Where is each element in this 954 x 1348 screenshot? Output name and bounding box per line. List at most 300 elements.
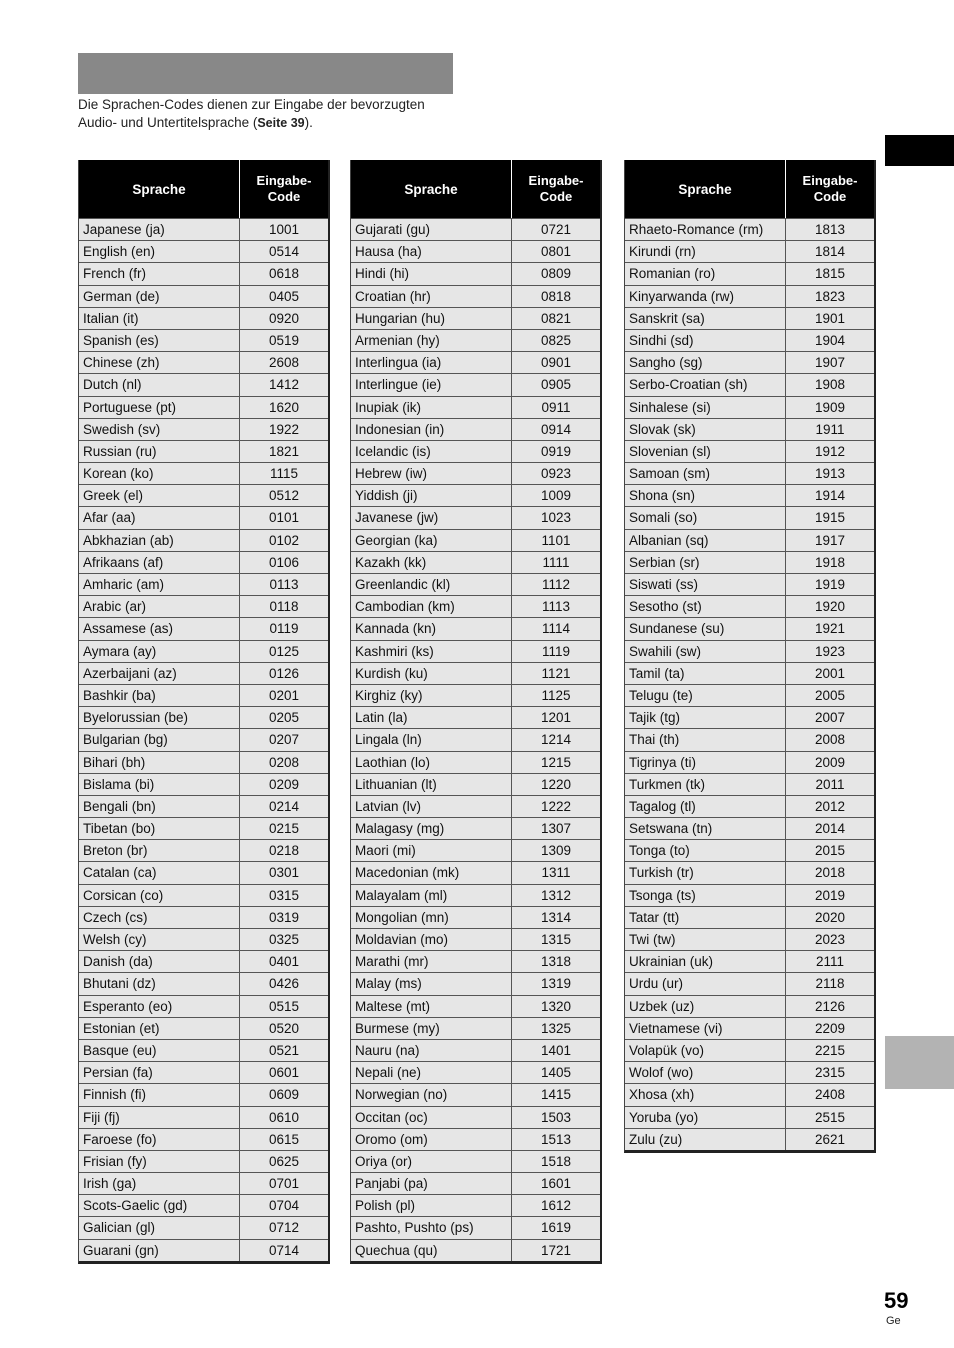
input-code: 1214 [512,729,600,750]
table-row [79,1039,328,1061]
input-code: 0126 [240,663,328,684]
table-row [351,440,600,462]
table-row [625,706,874,728]
input-code: 0601 [240,1062,328,1083]
section-title-bar [78,53,453,94]
language-name: Georgian (ka) [351,530,512,551]
table-row [79,218,328,240]
language-name: Persian (fa) [79,1062,240,1083]
header-code-line2: Code [539,189,573,204]
language-name: Kashmiri (ks) [351,641,512,662]
language-name: Assamese (as) [79,618,240,639]
language-name: Nauru (na) [351,1040,512,1061]
language-name: Amharic (am) [79,574,240,595]
input-code: 0919 [512,441,600,462]
input-code: 0215 [240,818,328,839]
table-row [351,418,600,440]
input-code: 1201 [512,707,600,728]
page-language-code: Ge [886,1315,901,1327]
input-code: 2001 [786,663,874,684]
table-row [625,995,874,1017]
input-code: 1311 [512,862,600,883]
input-code: 0113 [240,574,328,595]
language-name: Nepali (ne) [351,1062,512,1083]
language-name: Bislama (bi) [79,774,240,795]
input-code: 1401 [512,1040,600,1061]
table-row [351,795,600,817]
language-name: Bhutani (dz) [79,973,240,994]
language-name: Chinese (zh) [79,352,240,373]
input-code: 2515 [786,1107,874,1128]
table-row [351,751,600,773]
language-name: Aymara (ay) [79,641,240,662]
input-code: 1309 [512,840,600,861]
language-name: Danish (da) [79,951,240,972]
language-name: Uzbek (uz) [625,996,786,1017]
table-row [79,1061,328,1083]
table-row [79,1128,328,1150]
language-name: Tigrinya (ti) [625,752,786,773]
input-code: 1415 [512,1084,600,1105]
language-name: Wolof (wo) [625,1062,786,1083]
input-code: 1222 [512,796,600,817]
language-name: English (en) [79,241,240,262]
input-code: 2023 [786,929,874,950]
table-row [79,795,328,817]
language-name: Bengali (bn) [79,796,240,817]
language-code-table-1 [78,160,330,1264]
table-row [625,551,874,573]
input-code: 0325 [240,929,328,950]
input-code: 1325 [512,1018,600,1039]
language-name: Hindi (hi) [351,263,512,284]
language-name: Greek (el) [79,485,240,506]
input-code: 1923 [786,641,874,662]
table-row [351,595,600,617]
input-code: 0515 [240,996,328,1017]
page-reference-link[interactable]: Seite 39 [257,116,305,130]
input-code: 0401 [240,951,328,972]
table-row [625,617,874,639]
language-name: Scots-Gaelic (gd) [79,1195,240,1216]
input-code: 0119 [240,618,328,639]
table-row [79,262,328,284]
table-row [625,972,874,994]
input-code: 0512 [240,485,328,506]
intro-line1: Die Sprachen-Codes dienen zur Eingabe der bevorzugten [78,97,425,112]
language-name: Tibetan (bo) [79,818,240,839]
table-row [79,285,328,307]
input-code: 0118 [240,596,328,617]
language-name: Quechua (qu) [351,1240,512,1261]
input-code: 1220 [512,774,600,795]
header-code [240,160,328,218]
language-name: Catalan (ca) [79,862,240,883]
language-name: Setswana (tn) [625,818,786,839]
input-code: 1121 [512,663,600,684]
language-name: French (fr) [79,263,240,284]
header-language: Sprache [625,160,786,218]
table-row [79,817,328,839]
table-row [79,1150,328,1172]
input-code: 1813 [786,219,874,240]
input-code: 1215 [512,752,600,773]
language-name: Latvian (lv) [351,796,512,817]
table-row [79,995,328,1017]
language-name: Hungarian (hu) [351,308,512,329]
language-name: Cambodian (km) [351,596,512,617]
input-code: 0315 [240,885,328,906]
table-row [625,751,874,773]
language-name: Spanish (es) [79,330,240,351]
table-row [79,1194,328,1216]
table-row [79,906,328,928]
table-row [79,640,328,662]
language-name: Serbian (sr) [625,552,786,573]
input-code: 1513 [512,1129,600,1150]
language-name: Romanian (ro) [625,263,786,284]
input-code: 0214 [240,796,328,817]
input-code: 0102 [240,530,328,551]
language-name: Sangho (sg) [625,352,786,373]
language-name: Lingala (ln) [351,729,512,750]
table-row [351,240,600,262]
table-row [351,950,600,972]
input-code: 1112 [512,574,600,595]
header-code [786,160,874,218]
chapter-tab-black [885,135,954,166]
language-name: Somali (so) [625,507,786,528]
language-name: Hebrew (iw) [351,463,512,484]
table-row [351,906,600,928]
input-code: 2005 [786,685,874,706]
table-row [79,396,328,418]
input-code: 0125 [240,641,328,662]
language-name: Siswati (ss) [625,574,786,595]
language-name: Inupiak (ik) [351,397,512,418]
table-row [351,329,600,351]
table-row [625,240,874,262]
table-row [351,706,600,728]
language-name: Malagasy (mg) [351,818,512,839]
table-row [351,218,600,240]
input-code: 0809 [512,263,600,284]
table-row [79,1106,328,1128]
table-row [351,728,600,750]
input-code: 0914 [512,419,600,440]
language-name: Breton (br) [79,840,240,861]
language-name: Portuguese (pt) [79,397,240,418]
table-row [625,640,874,662]
table-row [351,262,600,284]
language-name: Telugu (te) [625,685,786,706]
language-name: Oromo (om) [351,1129,512,1150]
language-name: Occitan (oc) [351,1107,512,1128]
input-code: 0905 [512,374,600,395]
table-row [625,817,874,839]
input-code: 1113 [512,596,600,617]
language-name: Kannada (kn) [351,618,512,639]
language-name: Bihari (bh) [79,752,240,773]
language-name: Tatar (tt) [625,907,786,928]
table-row [351,1194,600,1216]
table-row [625,440,874,462]
language-name: Urdu (ur) [625,973,786,994]
table-row [79,307,328,329]
table-row [351,1128,600,1150]
language-name: Tsonga (ts) [625,885,786,906]
language-name: Bulgarian (bg) [79,729,240,750]
language-name: Korean (ko) [79,463,240,484]
language-name: Welsh (cy) [79,929,240,950]
language-name: Macedonian (mk) [351,862,512,883]
table-row [79,684,328,706]
input-code: 0405 [240,286,328,307]
input-code: 2007 [786,707,874,728]
input-code: 2018 [786,862,874,883]
table-row [79,706,328,728]
language-name: Sesotho (st) [625,596,786,617]
input-code: 1314 [512,907,600,928]
input-code: 2315 [786,1062,874,1083]
table-row [79,529,328,551]
input-code: 0301 [240,862,328,883]
table-row [625,1083,874,1105]
table-row [79,240,328,262]
input-code: 0201 [240,685,328,706]
language-name: Afar (aa) [79,507,240,528]
language-name: Turkmen (tk) [625,774,786,795]
input-code: 1920 [786,596,874,617]
language-name: Italian (it) [79,308,240,329]
language-name: Javanese (jw) [351,507,512,528]
input-code: 1307 [512,818,600,839]
language-name: Malay (ms) [351,973,512,994]
language-name: Kirghiz (ky) [351,685,512,706]
table-header [79,160,328,218]
input-code: 1318 [512,951,600,972]
input-code: 1612 [512,1195,600,1216]
input-code: 0825 [512,330,600,351]
table-row [351,1172,600,1194]
input-code: 1023 [512,507,600,528]
language-name: Pashto, Pushto (ps) [351,1217,512,1238]
input-code: 0610 [240,1107,328,1128]
header-code-line1: Eingabe- [802,173,858,188]
language-name: Panjabi (pa) [351,1173,512,1194]
input-code: 0801 [512,241,600,262]
language-name: Ukrainian (uk) [625,951,786,972]
table-row [625,529,874,551]
input-code: 1319 [512,973,600,994]
input-code: 1315 [512,929,600,950]
table-row [79,972,328,994]
table-row [79,839,328,861]
language-name: Latin (la) [351,707,512,728]
input-code: 0521 [240,1040,328,1061]
table-row [625,595,874,617]
table-row [79,861,328,883]
input-code: 0721 [512,219,600,240]
language-name: Greenlandic (kl) [351,574,512,595]
language-name: Samoan (sm) [625,463,786,484]
table-row [351,396,600,418]
input-code: 1114 [512,618,600,639]
input-code: 2008 [786,729,874,750]
table-row [625,262,874,284]
input-code: 0319 [240,907,328,928]
table-row [79,418,328,440]
input-code: 1115 [240,463,328,484]
table-row [351,1239,600,1261]
table-header [351,160,600,218]
input-code: 1909 [786,397,874,418]
language-name: Tamil (ta) [625,663,786,684]
table-row [79,773,328,795]
input-code: 1919 [786,574,874,595]
table-row [625,373,874,395]
input-code: 1915 [786,507,874,528]
language-name: Czech (cs) [79,907,240,928]
table-row [625,884,874,906]
language-name: Burmese (my) [351,1018,512,1039]
language-name: Armenian (hy) [351,330,512,351]
input-code: 0923 [512,463,600,484]
input-code: 0818 [512,286,600,307]
input-code: 0821 [512,308,600,329]
input-code: 2621 [786,1129,874,1150]
language-name: Kazakh (kk) [351,552,512,573]
table-row [351,928,600,950]
language-code-table-3 [624,160,876,1153]
input-code: 1412 [240,374,328,395]
table-row [351,773,600,795]
table-row [79,484,328,506]
language-name: Japanese (ja) [79,219,240,240]
input-code: 1913 [786,463,874,484]
language-name: Azerbaijani (az) [79,663,240,684]
language-name: Bashkir (ba) [79,685,240,706]
language-name: Sindhi (sd) [625,330,786,351]
language-name: Marathi (mr) [351,951,512,972]
page-number: 59 [884,1288,909,1313]
table-row [625,218,874,240]
input-code: 1908 [786,374,874,395]
table-row [351,351,600,373]
input-code: 1922 [240,419,328,440]
language-name: Galician (gl) [79,1217,240,1238]
table-row [625,684,874,706]
table-row [625,861,874,883]
language-name: Interlingue (ie) [351,374,512,395]
chapter-tab-gray [885,1036,954,1089]
language-name: Twi (tw) [625,929,786,950]
table-row [625,773,874,795]
table-row [351,662,600,684]
language-name: Esperanto (eo) [79,996,240,1017]
input-code: 1914 [786,485,874,506]
intro-line2-pre: Audio- und Untertitelsprache ( [78,115,258,130]
input-code: 0901 [512,352,600,373]
language-name: Kurdish (ku) [351,663,512,684]
input-code: 0520 [240,1018,328,1039]
language-name: Maltese (mt) [351,996,512,1017]
table-row [351,1017,600,1039]
language-name: Kirundi (rn) [625,241,786,262]
table-row [351,307,600,329]
input-code: 0519 [240,330,328,351]
table-row [625,1106,874,1128]
intro-line2-post: ). [304,115,313,130]
header-language: Sprache [351,160,512,218]
intro-text [78,96,478,132]
input-code: 0101 [240,507,328,528]
table-row [351,484,600,506]
language-name: Albanian (sq) [625,530,786,551]
language-name: Faroese (fo) [79,1129,240,1150]
language-name: Malayalam (ml) [351,885,512,906]
input-code: 1101 [512,530,600,551]
table-row [351,684,600,706]
language-name: Interlingua (ia) [351,352,512,373]
input-code: 1320 [512,996,600,1017]
language-name: Estonian (et) [79,1018,240,1039]
input-code: 1518 [512,1151,600,1172]
table-row [351,1039,600,1061]
input-code: 1911 [786,419,874,440]
language-name: German (de) [79,286,240,307]
language-name: Croatian (hr) [351,286,512,307]
input-code: 2009 [786,752,874,773]
table-row [625,329,874,351]
input-code: 2020 [786,907,874,928]
language-name: Irish (ga) [79,1173,240,1194]
language-name: Tagalog (tl) [625,796,786,817]
table-row [79,884,328,906]
input-code: 0205 [240,707,328,728]
input-code: 2015 [786,840,874,861]
language-name: Turkish (tr) [625,862,786,883]
language-name: Vietnamese (vi) [625,1018,786,1039]
input-code: 0207 [240,729,328,750]
input-code: 2111 [786,951,874,972]
input-code: 1904 [786,330,874,351]
language-name: Tajik (tg) [625,707,786,728]
table-row [625,307,874,329]
table-row [79,551,328,573]
language-name: Slovenian (sl) [625,441,786,462]
language-name: Serbo-Croatian (sh) [625,374,786,395]
input-code: 0714 [240,1240,328,1261]
language-name: Gujarati (gu) [351,219,512,240]
header-code-line1: Eingabe- [256,173,312,188]
input-code: 0701 [240,1173,328,1194]
table-row [79,617,328,639]
table-row [625,1061,874,1083]
language-name: Shona (sn) [625,485,786,506]
table-row [351,1216,600,1238]
input-code: 1918 [786,552,874,573]
input-code: 1405 [512,1062,600,1083]
input-code: 1601 [512,1173,600,1194]
language-name: Yoruba (yo) [625,1107,786,1128]
table-row [79,1083,328,1105]
table-row [351,529,600,551]
language-name: Lithuanian (lt) [351,774,512,795]
input-code: 1721 [512,1240,600,1261]
input-code: 2012 [786,796,874,817]
table-row [625,906,874,928]
